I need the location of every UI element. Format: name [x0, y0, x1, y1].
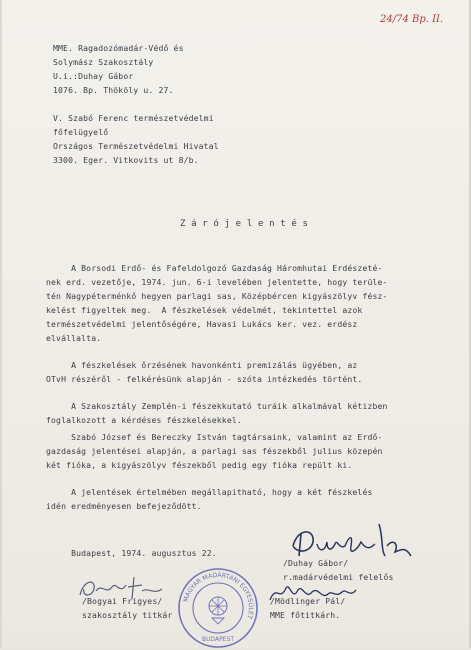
paragraph-line: természetvédelmi jelentőségére, Havasi Lukács ker. vez. erdész	[46, 319, 358, 329]
paragraph-line: idén eredményesen befejeződött.	[46, 501, 202, 511]
duhay-signature	[287, 516, 417, 562]
sender-line: U.i.:Duhay Gábor	[53, 71, 134, 81]
document-title: Z á r ó j e l e n t é s	[180, 219, 309, 229]
sender-line: Solymász Szakosztály	[53, 57, 154, 67]
date-line: Budapest, 1974. augusztus 22.	[46, 548, 217, 558]
svg-text:MAGYAR MADÁRTANI EGYESÜLET: MAGYAR MADÁRTANI EGYESÜLET	[182, 571, 255, 620]
paragraph-line: foglalkozott a kérdéses fészkelésekkel.	[46, 415, 242, 425]
signatory-role-modlinger: MME főtitkárh.	[270, 610, 341, 620]
recipient-line: 3300. Eger. Vitkovits ut 8/b.	[53, 155, 199, 165]
signatory-role-bogyai: szakosztály titkár	[82, 610, 173, 620]
paragraph-line: A Borsodi Erdő- és Fafeldolgozó Gazdaság Háromhutai Erdészeté-	[46, 263, 383, 273]
recipient-line: V. Szabó Ferenc természetvédelmi	[53, 113, 214, 123]
signatory-name-duhay: /Duhay Gábor/	[283, 558, 349, 568]
paragraph-line: A Szakosztály Zemplén-i fészekkutató turáik alkalmával kétizben	[46, 401, 388, 411]
signatory-name-bogyai: /Bogyai Frigyes/	[82, 596, 163, 606]
society-stamp	[176, 566, 260, 650]
paragraph-line: kelést figyeltek meg. A fészkelések védelmét, tekintettel azok	[46, 305, 363, 315]
paragraph-line: két fióka, a kigyászölyv fészekből pedig egy fióka repült ki.	[46, 460, 353, 470]
signatory-role-duhay: r.madárvédelmi felelős	[283, 572, 394, 582]
paragraph-line: Szabó József és Bereczky István tagtársaink, valamint az Erdő-	[46, 432, 383, 442]
svg-text:BUDAPEST: BUDAPEST	[201, 636, 235, 643]
paragraph-line: A jelentések értelmében megállapitható, hogy a két fészkelés	[46, 487, 373, 497]
sender-line: 1076. Bp. Thököly u. 27.	[53, 85, 174, 95]
recipient-line: főfelügyelő	[53, 127, 109, 137]
paragraph-line: A fészkelések őrzésének havonkénti premizálás ügyében, az	[46, 360, 358, 370]
sender-line: MME. Ragadozómadár-Védő és	[53, 43, 184, 53]
paragraph-line: gazdaság jelentései alapján, a parlagi sas fészekből julius közepén	[46, 446, 383, 456]
recipient-line: Országos Természetvédelmi Hivatal	[53, 141, 219, 151]
signatory-name-modlinger: /Mödlinger Pál/	[270, 596, 346, 606]
paragraph-line: nek erd. vezetője, 1974. jun. 6-i levelében jelentette, hogy terüle-	[46, 277, 388, 287]
paragraph-line: elvállalta.	[46, 333, 102, 343]
handwritten-reference: 24/74 Bp. II.	[380, 14, 444, 25]
paragraph-line: tén Nagypéterménkő hegyen parlagi sas, Középbércen kigyászölyv fész-	[46, 291, 388, 301]
paragraph-line: OTvH részéről - felkérésünk alapján - szóta intézkedés történt.	[46, 374, 363, 384]
